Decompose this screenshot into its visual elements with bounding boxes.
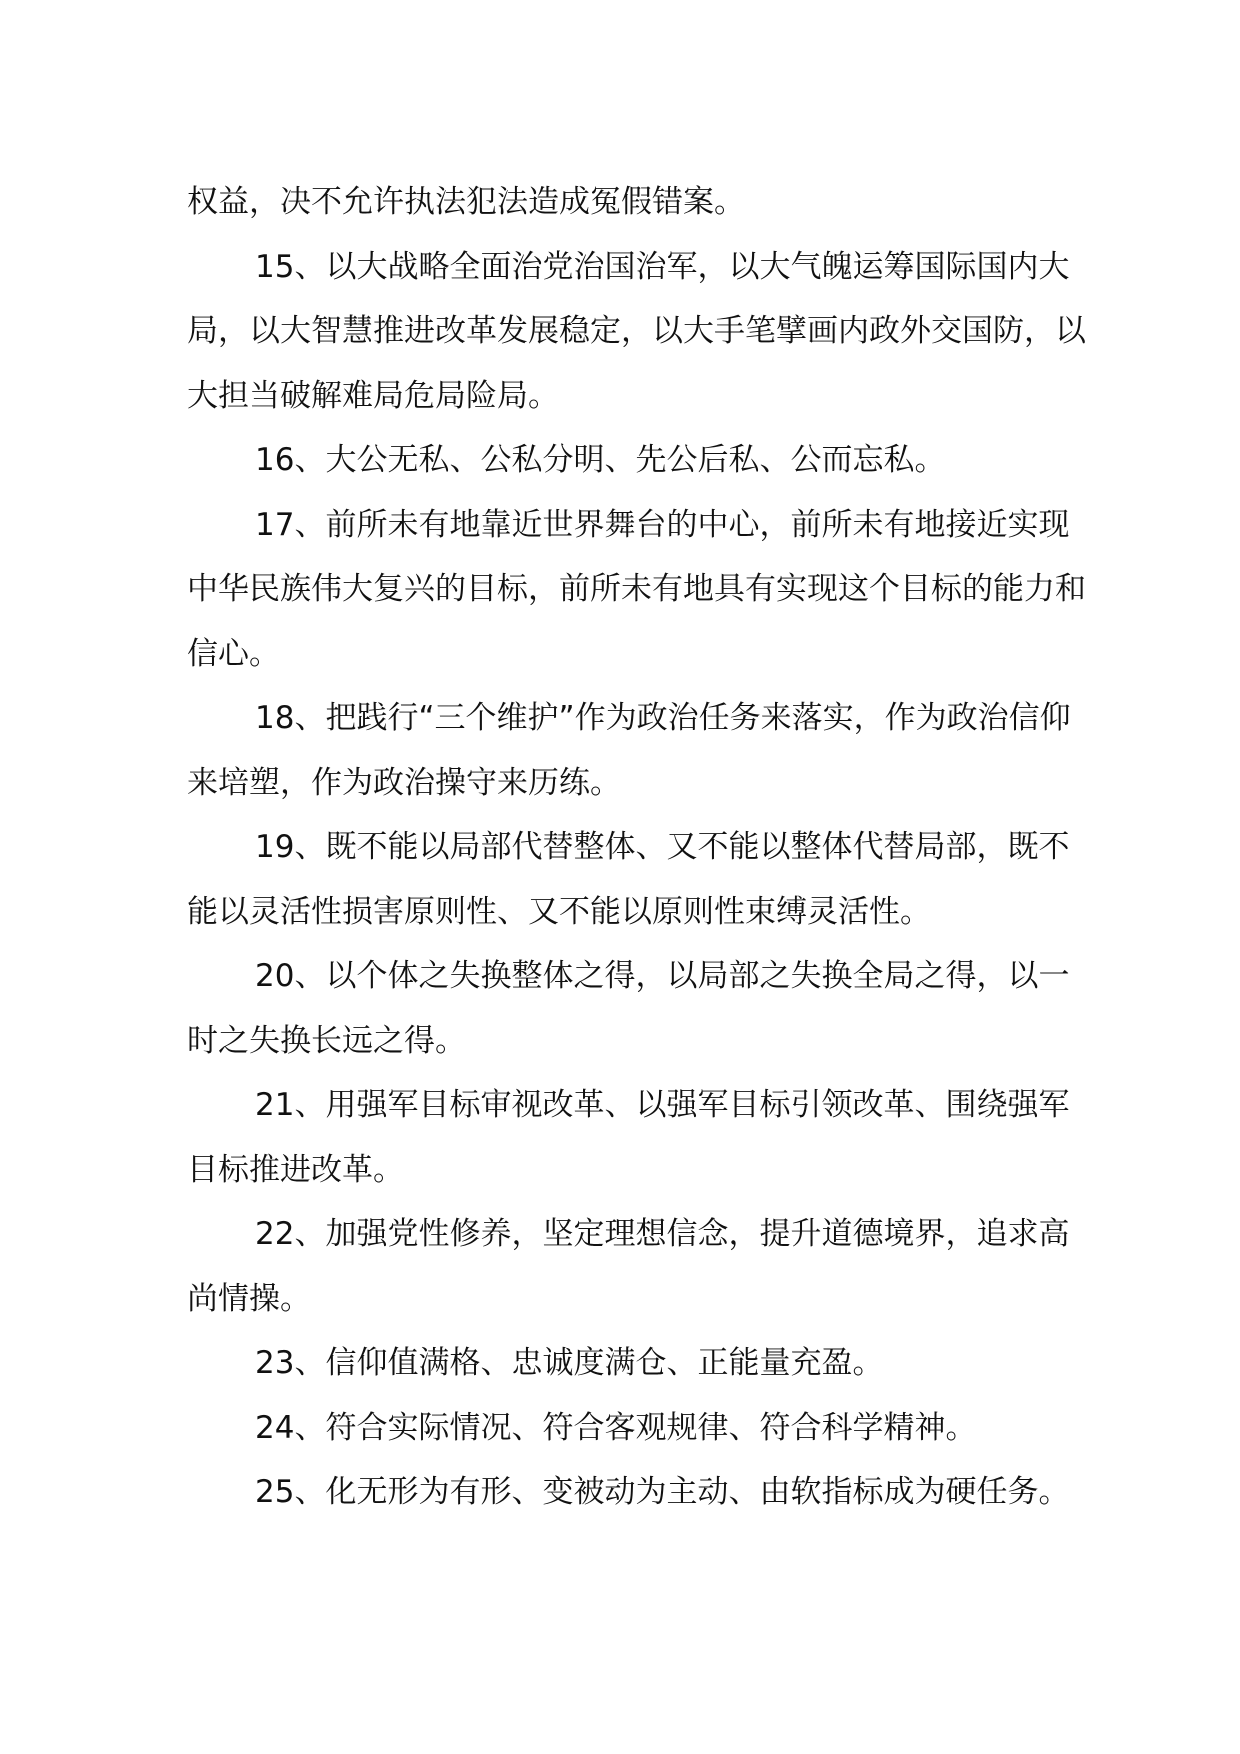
document-body [187, 170, 1087, 1525]
paragraph-item-24: 24、符合实际情况、符合客观规律、符合科学精神。 [255, 1409, 977, 1446]
paragraph-item-16: 16、大公无私、公私分明、先公后私、公而忘私。 [255, 442, 946, 478]
paragraph-item-15: 15、以大战略全面治党治国治军，以大气魄运筹国际国内大局，以大智慧推进改革发展稳定，以大手笔擘画内政外交国防，以大担当破解难局危局险局。 [187, 248, 1086, 414]
paragraph-item-22: 22、加强党性修养，坚定理想信念，提升道德境界，追求高尚情操。 [187, 1216, 1070, 1317]
paragraph-item-17: 17、前所未有地靠近世界舞台的中心，前所未有地接近实现中华民族伟大复兴的目标，前所未有地具有实现这个目标的能力和信心。 [187, 506, 1086, 672]
paragraph-item-19: 19、既不能以局部代替整体、又不能以整体代替局部，既不能以灵活性损害原则性、又不能以原则性束缚灵活性。 [187, 829, 1070, 930]
paragraph-item-25: 25、化无形为有形、变被动为主动、由软指标成为硬任务。 [255, 1474, 1070, 1510]
paragraph-item-21: 21、用强军目标审视改革、以强军目标引领改革、围绕强军目标推进改革。 [187, 1087, 1070, 1188]
paragraph-item-23: 23、信仰值满格、忠诚度满仓、正能量充盈。 [255, 1345, 884, 1381]
paragraph-continuation: 权益，决不允许执法犯法造成冤假错案。 [187, 184, 745, 220]
paragraph-item-18: 18、把践行“三个维护”作为政治任务来落实，作为政治信仰来培塑，作为政治操守来历练。 [187, 700, 1071, 801]
paragraph-item-20: 20、以个体之失换整体之得，以局部之失换全局之得，以一时之失换长远之得。 [187, 958, 1070, 1059]
